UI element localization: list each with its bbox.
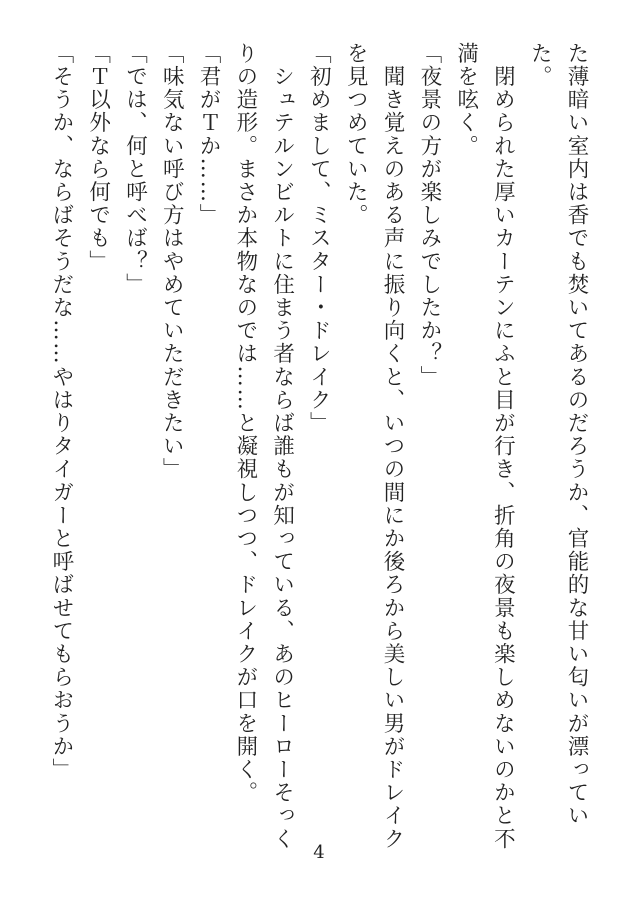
text-line: 満を呟く。 (453, 42, 479, 158)
text-line: 「Ｔ以外なら何でも」 (85, 42, 111, 273)
text-line: シュテルンビルトに住まう者ならば誰もが知っている、あのヒーローそっく (269, 42, 295, 851)
vertical-text-body (34, 42, 594, 851)
text-line: りの造形。まさか本物なのでは……と凝視しつつ、ドレイクが口を開く。 (232, 42, 258, 805)
text-line: 「味気ない呼び方はやめていただきたい」 (159, 42, 185, 481)
text-line: 「そうか、ならばそうだな……やはりタイガーと呼ばせてもらおうか」 (48, 42, 74, 782)
text-line: 「初めまして、ミスター・ドレイク」 (306, 42, 332, 435)
text-line: 「では、何と呼べば？」 (122, 42, 148, 297)
text-line: た。 (527, 42, 553, 89)
text-line: 閉められた厚いカーテンにふと目が行き、折角の夜景も楽しめないのかと不 (490, 42, 516, 851)
text-line: を見つめていた。 (343, 42, 369, 227)
text-line: 聞き覚えのある声に振り向くと、いつの間にか後ろから美しい男がドレイク (380, 42, 406, 851)
text-line: 「君がＴか……」 (196, 42, 222, 227)
text-line: 「夜景の方が楽しみでしたか？」 (416, 42, 442, 389)
page-number: 4 (313, 842, 325, 863)
text-line: た薄暗い室内は香でも焚いてあるのだろうか、官能的な甘い匂いが漂ってい (564, 42, 589, 828)
